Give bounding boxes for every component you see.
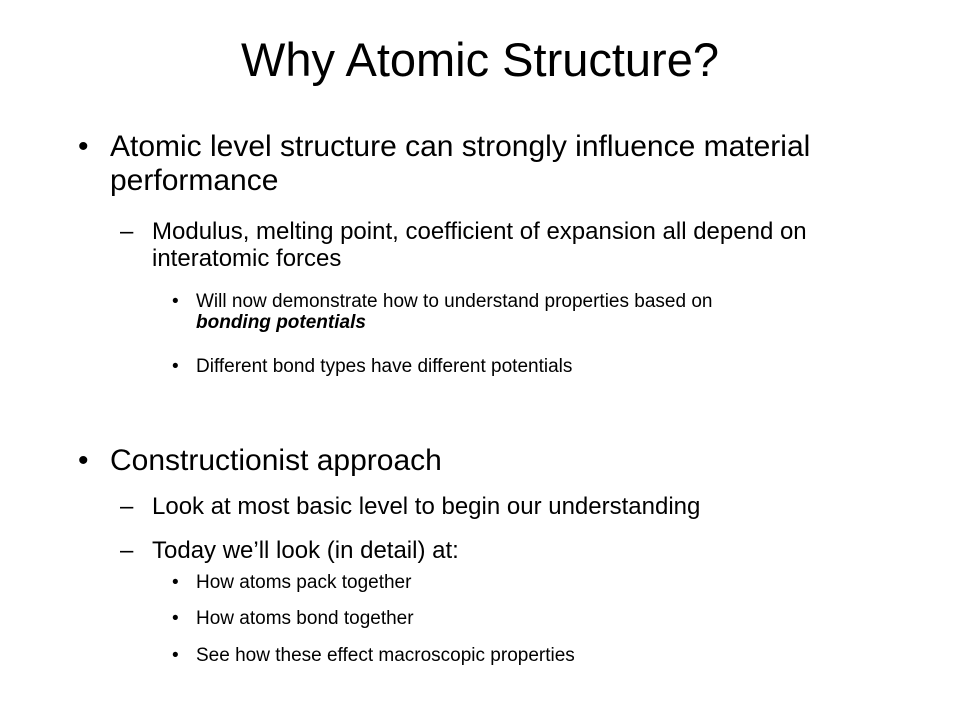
- text-emphasis: bonding potentials: [196, 312, 366, 333]
- subsubbullet-pack: [170, 572, 770, 593]
- bullet-text: See how these effect macroscopic properties: [196, 645, 575, 666]
- bullet-constructionist: [72, 444, 892, 478]
- bullet-text: Atomic level structure can strongly influence material performance: [110, 130, 811, 197]
- bullet-atomic-level-structure: [72, 130, 892, 198]
- text-plain: Will now demonstrate how to understand properties based on: [196, 291, 713, 312]
- subbullet-modulus: [120, 218, 860, 272]
- subbullet-basic-level: [120, 493, 940, 520]
- subsubbullet-demonstrate: [170, 291, 750, 333]
- bullet-marker: •: [78, 130, 89, 163]
- bullet-text: Today we’ll look (in detail) at:: [152, 537, 459, 564]
- bullet-marker: •: [172, 291, 179, 312]
- subbullet-today: [120, 537, 860, 564]
- dash-marker: –: [120, 218, 134, 245]
- bullet-text: How atoms pack together: [196, 572, 412, 593]
- bullet-marker: •: [172, 356, 179, 377]
- dash-marker: –: [120, 493, 134, 520]
- subsubbullet-macroscopic: [170, 645, 810, 666]
- bullet-marker: •: [172, 572, 179, 593]
- subsubbullet-bond-types: [170, 356, 810, 377]
- bullet-text: How atoms bond together: [196, 608, 414, 629]
- bullet-marker: •: [172, 645, 179, 666]
- bullet-marker: •: [78, 444, 89, 477]
- bullet-text: Look at most basic level to begin our understanding: [152, 493, 701, 520]
- bullet-text: Different bond types have different potentials: [196, 356, 573, 377]
- subsubbullet-bond: [170, 608, 770, 629]
- bullet-text: Modulus, melting point, coefficient of expansion all depend on interatomic forces: [152, 218, 807, 272]
- slide-title: Why Atomic Structure?: [241, 33, 719, 86]
- bullet-marker: •: [172, 608, 179, 629]
- dash-marker: –: [120, 537, 134, 564]
- bullet-text: Constructionist approach: [110, 444, 442, 477]
- bullet-text: [196, 291, 750, 333]
